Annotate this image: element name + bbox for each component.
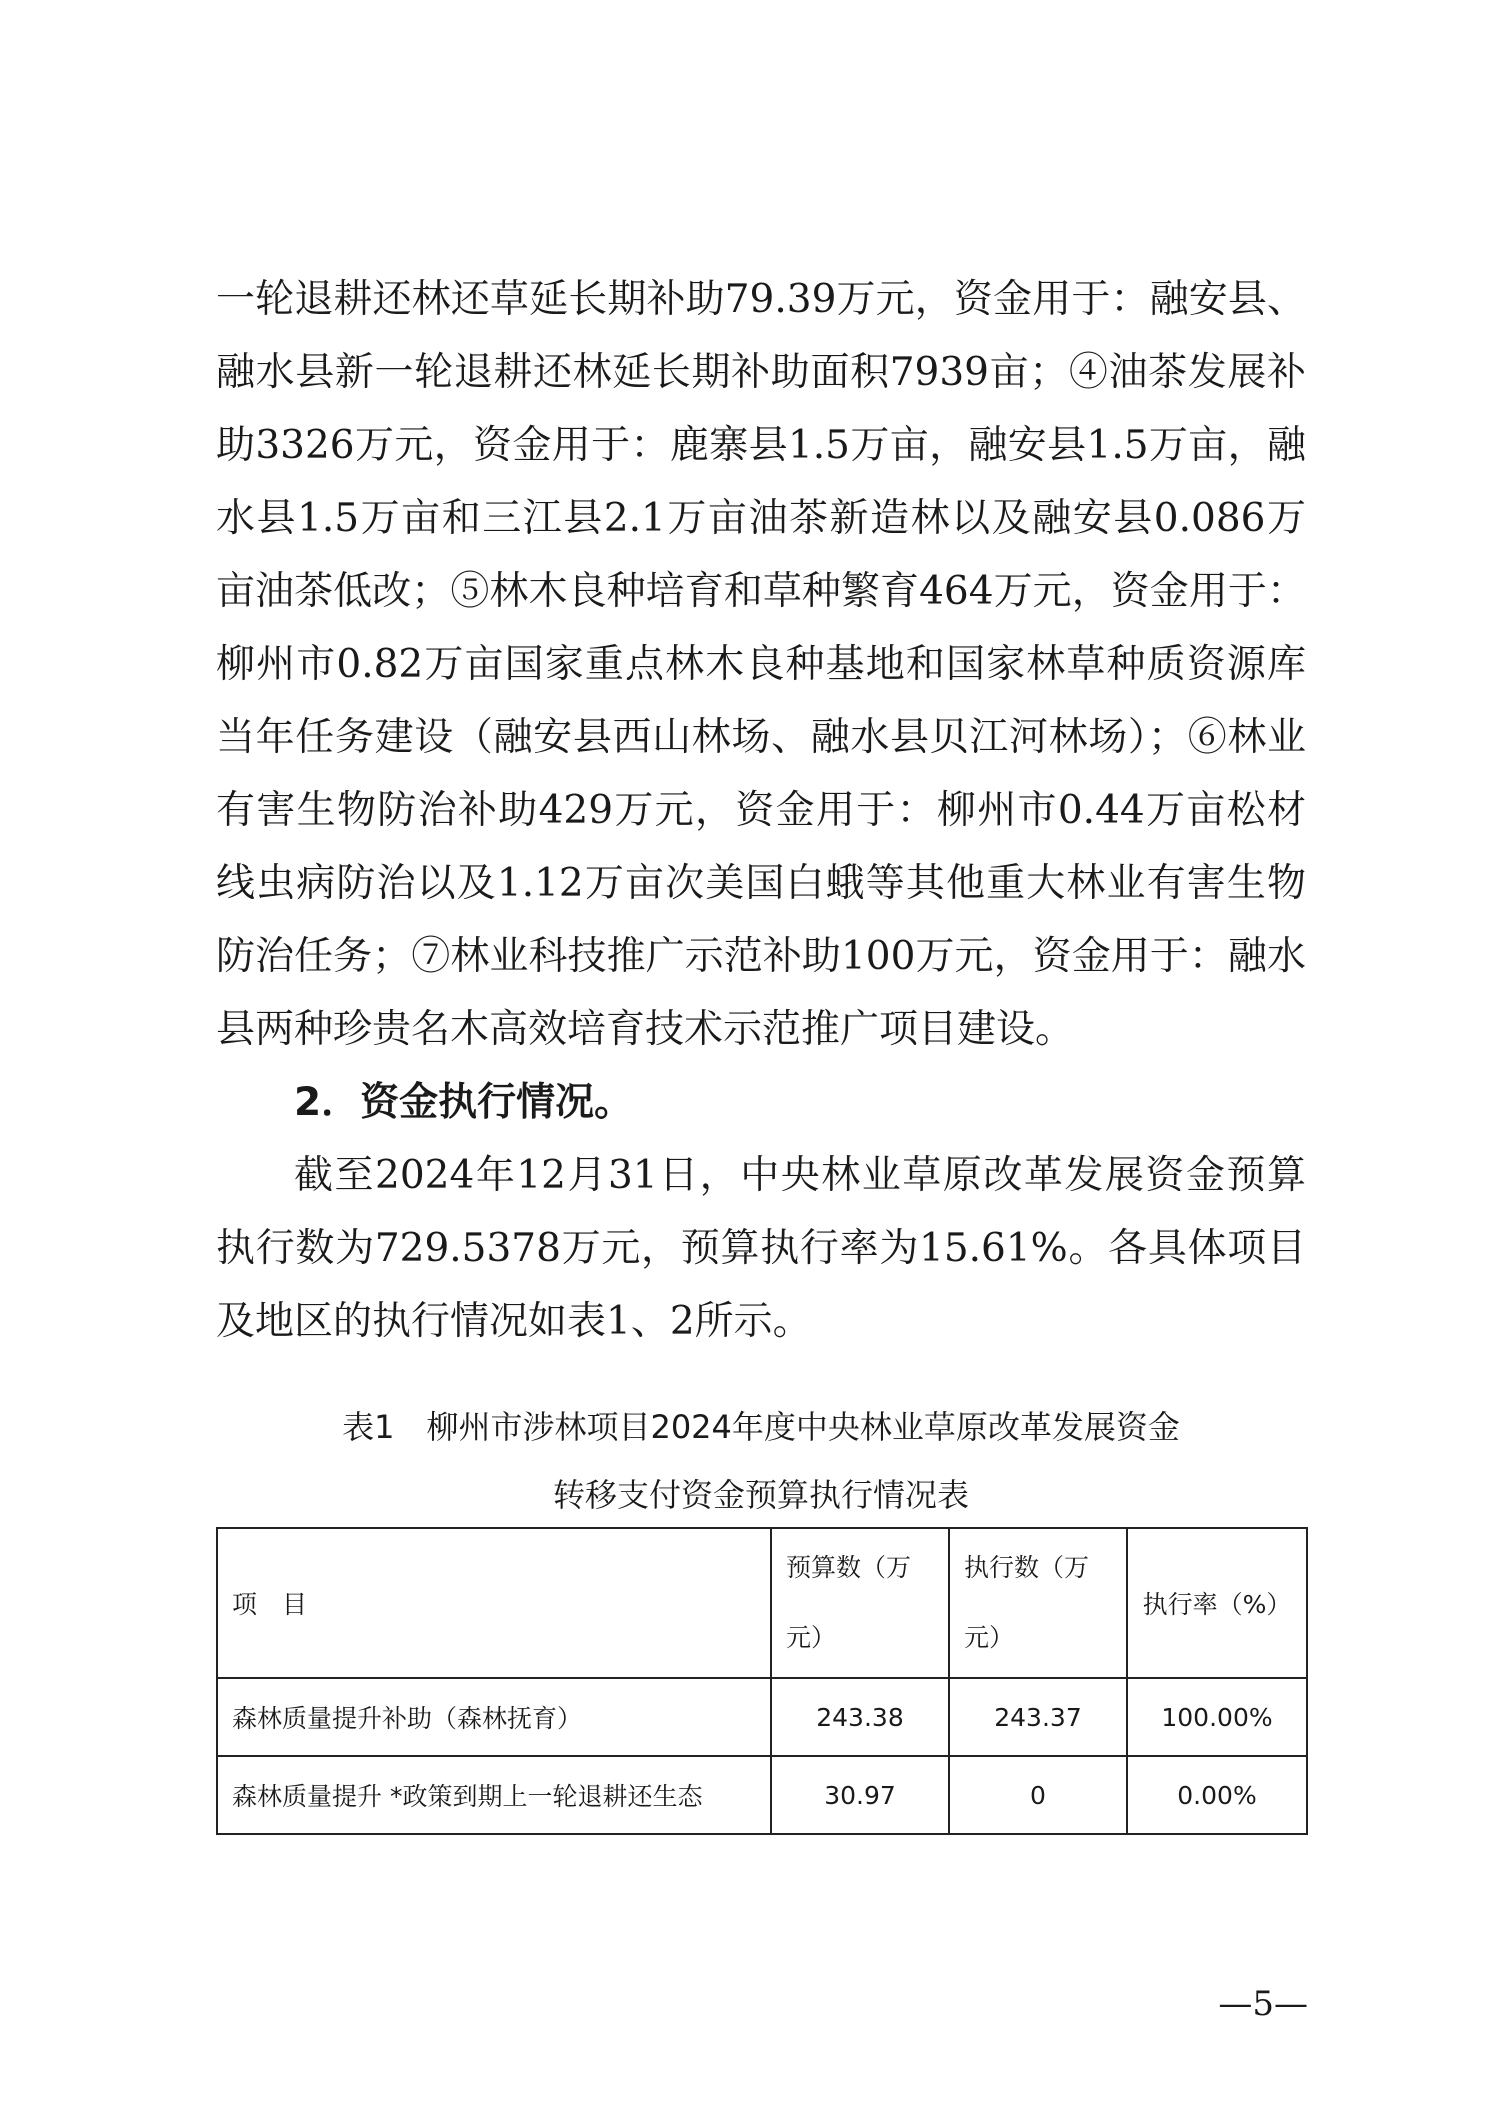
header-budget: 预算数（万元）	[771, 1528, 949, 1678]
cell-budget: 30.97	[771, 1756, 949, 1834]
paragraph-funding-details: 一轮退耕还林还草延长期补助79.39万元，资金用于：融安县、融水县新一轮退耕还林延长期补助面积7939亩；④油茶发展补助3326万元，资金用于：鹿寨县1.5万亩，融安县1.5万亩，融水县1.5万亩和三江县2.1万亩油茶新造林以及融安县0.086万亩油茶低改；⑤林木良种培育和草种繁育464万元，资金用于：柳州市0.82万亩国家重点林木良种基地和国家林草种质资源库当年任务建设（融安县西山林场、融水县贝江河林场）；⑥林业有害生物防治补助429万元，资金用于：柳州市0.44万亩松材线虫病防治以及1.12万亩次美国白蛾等其他重大林业有害生物防治任务；⑦林业科技推广示范补助100万元，资金用于：融水县两种珍贵名木高效培育技术示范推广项目建设。	[216, 277, 1306, 1052]
table-row	[217, 1678, 1307, 1756]
cell-item: 森林质量提升 *政策到期上一轮退耕还生态	[217, 1756, 771, 1834]
cell-item: 森林质量提升补助（森林抚育）	[217, 1678, 771, 1756]
section-heading-execution: 2．资金执行情况。	[294, 1080, 634, 1125]
body-text	[216, 263, 1306, 1358]
budget-execution-table	[216, 1527, 1308, 1835]
header-item: 项 目	[217, 1528, 771, 1678]
header-executed: 执行数（万元）	[949, 1528, 1127, 1678]
page-number: —5—	[1218, 1984, 1308, 2024]
paragraph-execution-summary: 截至2024年12月31日，中央林业草原改革发展资金预算执行数为729.5378万元，预算执行率为15.61%。各具体项目及地区的执行情况如表1、2所示。	[216, 1153, 1306, 1344]
cell-rate: 100.00%	[1127, 1678, 1307, 1756]
table-header-row	[217, 1528, 1307, 1678]
header-rate: 执行率（%）	[1127, 1528, 1307, 1678]
cell-budget: 243.38	[771, 1678, 949, 1756]
cell-executed: 0	[949, 1756, 1127, 1834]
table-row	[217, 1756, 1307, 1834]
table-caption-line2: 转移支付资金预算执行情况表	[552, 1476, 969, 1514]
table-caption-line1: 表1 柳州市涉林项目2024年度中央林业草原改革发展资金	[342, 1408, 1180, 1446]
cell-executed: 243.37	[949, 1678, 1127, 1756]
cell-rate: 0.00%	[1127, 1756, 1307, 1834]
